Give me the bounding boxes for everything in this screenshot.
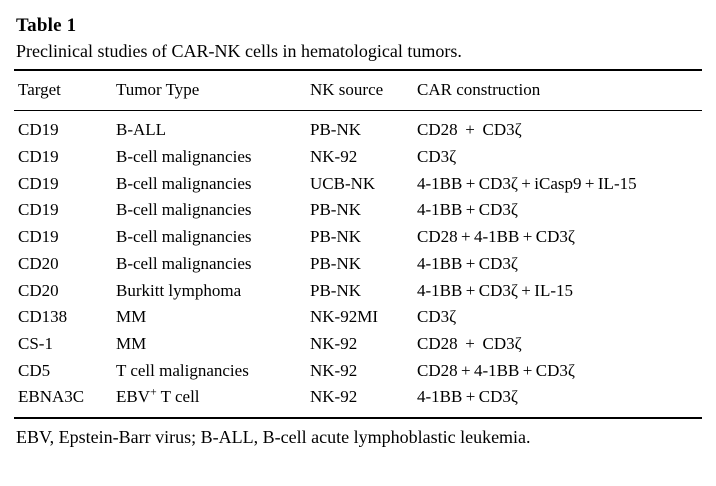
cell-nk-source: NK-92	[310, 146, 358, 166]
table-row	[14, 331, 702, 358]
table-row	[14, 251, 702, 278]
cell-car-construction: 4-1BB + CD3ζ	[417, 387, 518, 407]
cell-target: CD138	[18, 307, 68, 327]
cell-nk-source: UCB-NK	[310, 173, 376, 193]
table-row	[14, 304, 702, 331]
table-row	[14, 197, 702, 224]
cell-nk-source: PB-NK	[310, 280, 362, 300]
cell-nk-source: NK-92MI	[310, 307, 378, 327]
table-body	[14, 111, 702, 417]
cell-car-construction: CD3ζ	[417, 146, 457, 166]
column-header-target: Target	[18, 80, 61, 100]
cell-car-construction: CD28 + CD3ζ	[417, 120, 522, 140]
cell-car-construction: 4-1BB + CD3ζ	[417, 253, 518, 273]
table-row	[14, 144, 702, 171]
cell-target: CD20	[18, 253, 59, 273]
table-bottom-rule	[14, 417, 702, 419]
table-header	[14, 71, 702, 110]
cell-target: CD19	[18, 173, 59, 193]
cell-car-construction: 4-1BB + CD3ζ	[417, 200, 518, 220]
column-header-nk-source: NK source	[310, 80, 384, 100]
table-footnote: EBV, Epstein-Barr virus; B-ALL, B-cell acute lymphoblastic leukemia.	[16, 427, 531, 448]
cell-nk-source: PB-NK	[310, 120, 362, 140]
cell-tumor-type: B-cell malignancies	[116, 200, 252, 220]
table-row	[14, 384, 702, 417]
cell-car-construction: CD3ζ	[417, 307, 457, 327]
column-header-tumor-type: Tumor Type	[116, 80, 200, 100]
table-row	[14, 171, 702, 198]
cell-nk-source: PB-NK	[310, 200, 362, 220]
table-label: Table 1	[16, 15, 77, 36]
data-table-body	[14, 111, 702, 417]
cell-car-construction: CD28 + 4-1BB + CD3ζ	[417, 227, 575, 247]
cell-tumor-type: T cell malignancies	[116, 360, 249, 380]
table-row	[14, 111, 702, 144]
cell-nk-source: NK-92	[310, 387, 358, 407]
column-header-car-construction: CAR construction	[417, 80, 541, 100]
cell-target: CD19	[18, 200, 59, 220]
cell-target: CD19	[18, 227, 59, 247]
cell-car-construction: 4-1BB + CD3ζ + IL-15	[417, 280, 573, 300]
cell-tumor-type: B-cell malignancies	[116, 253, 252, 273]
cell-target: CD19	[18, 146, 59, 166]
cell-tumor-type: B-cell malignancies	[116, 173, 252, 193]
cell-nk-source: PB-NK	[310, 253, 362, 273]
cell-tumor-type: B-ALL	[116, 120, 167, 140]
cell-car-construction: CD28 + CD3ζ	[417, 334, 522, 354]
cell-car-construction: CD28 + 4-1BB + CD3ζ	[417, 360, 575, 380]
table-row	[14, 278, 702, 305]
cell-tumor-type: B-cell malignancies	[116, 227, 252, 247]
cell-nk-source: NK-92	[310, 360, 358, 380]
cell-tumor-type: MM	[116, 334, 147, 354]
cell-tumor-type: EBV+ T cell	[116, 384, 200, 407]
data-table	[14, 71, 702, 110]
cell-target: CD19	[18, 120, 59, 140]
superscript-plus: +	[150, 384, 157, 399]
cell-target: CS-1	[18, 334, 53, 354]
cell-tumor-type: MM	[116, 307, 147, 327]
cell-nk-source: NK-92	[310, 334, 358, 354]
cell-target: CD20	[18, 280, 59, 300]
table-row	[14, 224, 702, 251]
table-row	[14, 358, 702, 385]
table-caption: Preclinical studies of CAR-NK cells in hematological tumors.	[16, 40, 462, 61]
cell-tumor-type: B-cell malignancies	[116, 146, 252, 166]
cell-target: EBNA3C	[18, 387, 85, 407]
cell-tumor-type: Burkitt lymphoma	[116, 280, 242, 300]
header-row	[14, 71, 702, 110]
cell-nk-source: PB-NK	[310, 227, 362, 247]
cell-target: CD5	[18, 360, 51, 380]
cell-car-construction: 4-1BB + CD3ζ + iCasp9 + IL-15	[417, 173, 637, 193]
